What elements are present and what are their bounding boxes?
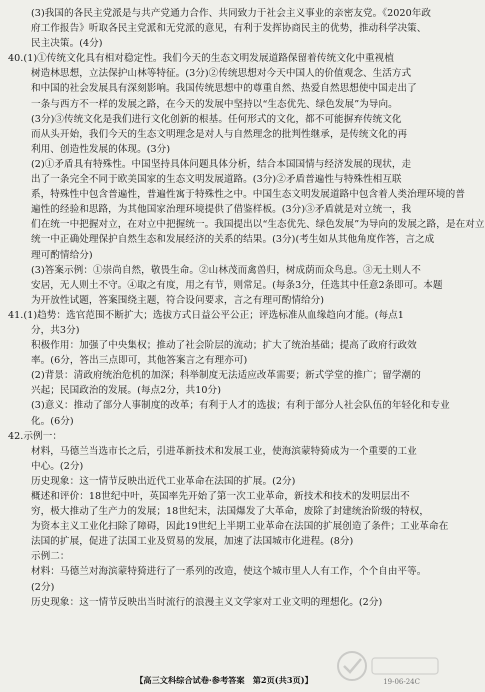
text-line: 概述和评价：18世纪中叶，英国率先开始了第一次工业革命，新技术和技术的发明层出不: [31, 491, 410, 502]
text-line: 出了一条完全不同于欧美国家的生态文明发展道路。(3分)②矛盾普遍性与特殊性相互联: [31, 174, 402, 186]
text-line: 系，特殊性中包含普遍性，普遍性寓于特殊性之中。中国生态文明发展道路中包含着人类治理环境的普: [31, 189, 465, 201]
text-line: 一条与西方不一样的发展之路，在今天的发展中坚持以“生态优先、绿色发展”为导向。: [31, 98, 398, 110]
text-line: (3)我国的各民主党派是与共产党通力合作、共同致力于社会主义事业的亲密友党。《2020年政: [31, 8, 432, 19]
text-line: 40.(1)①传统文化具有相对稳定性。我们今天的生态文明发展道路保留着传统文化中重视植: [8, 53, 394, 65]
text-line: 41.(1)趋势：选官范围不断扩大；选拔方式日益公平公正；评选标准从血缘趋向才能。(每点1: [8, 309, 404, 321]
text-line: (3)意义：推动了部分人事制度的改革；有利于人才的选拔；有利于部分人社会队伍的年轻化和专业: [31, 400, 450, 412]
text-line: 分，共3分): [31, 324, 80, 336]
text-line: 率。(6分，答出三点即可，其他答案言之有理亦可): [31, 355, 248, 367]
text-line: 理可酌情给分): [31, 249, 93, 261]
text-line: 示例二：: [31, 551, 70, 563]
text-line: 统一中正确处理保护自然生态和发展经济的关系的结果。(3分)(考生如从其他角度作答，言之成: [31, 234, 435, 246]
text-line: 历史现象：这一情节反映出当时流行的浪漫主义文学家对工业文明的理想化。(2分): [31, 596, 383, 608]
text-line: 和中国的社会发展具有深刻影响。我国传统思想中的尊重自然、热爱自然思想使中国走出了: [31, 83, 417, 95]
text-line: 42.示例一：: [8, 430, 62, 442]
text-line: 遍性的经验和思路，为其他国家治理环境提供了借鉴样板。(3分)③矛盾就是对立统一，我: [31, 204, 412, 216]
text-line: 树造林思想，立法保护山林等特征。(3分)②传统思想对今天中国人的价值观念、生活方式: [31, 68, 412, 80]
text-line: 为资本主义工业化扫除了障碍，因此19世纪上半期工业革命在法国的扩展创造了条件；工业革命在: [31, 521, 449, 533]
text-line: 穷，极大推动了生产力的发展；18世纪末，法国爆发了大革命，废除了封建统治阶级的特权，: [31, 506, 430, 518]
text-line: 利用、创造性发展的体现。(3分): [31, 143, 171, 155]
text-line: (3分)③传统文化是我们进行文化创新的根基。任何形式的文化，都不可能摒弃传统文化: [31, 113, 402, 125]
text-line: (2)①矛盾具有特殊性。中国坚持具体问题具体分析，结合本国国情与经济发展的现状，走: [31, 158, 412, 170]
text-line: 们在统一中把握对立，在对立中把握统一。我国提出以“生态优先、绿色发展”为导向的发展之路，是在对立: [31, 219, 485, 231]
text-line: (3)答案示例：①崇尚自然，敬畏生命。②山林茂而禽兽归，树成荫而众鸟息。③无土则人不: [31, 264, 421, 276]
text-line: 法国的扩展，促进了法国工业及贸易的发展，加速了法国城市化进程。(8分): [31, 536, 354, 548]
text-line: 民主决策。(4分): [31, 38, 103, 50]
answer-text-body: [8, 6, 485, 610]
text-line: 积极作用：加强了中央集权；推动了社会阶层的流动；扩大了统治基础；提高了政府行政效: [31, 340, 417, 352]
text-line: 兴起；民国政治的发展。(每点2分，共10分): [31, 385, 221, 397]
text-line: 为开放性试题，答案围绕主题，符合设问要求，言之有理可酌情给分): [31, 294, 325, 306]
text-line: 府工作报告》听取各民主党派和无党派的意见，有利于发挥协商民主的优势，推动科学决策、: [31, 23, 427, 35]
page-footer: 【高三文科综合试卷·参考答案 第2页(共3页)】: [135, 675, 313, 685]
text-line: 中心。(2分): [31, 460, 84, 472]
text-line: (2)背景：清政府统治危机的加深；科举制度无法适应改革需要；新式学堂的推广；留学潮的: [31, 370, 421, 382]
text-line: 历史现象：这一情节反映出近代工业革命在法国的扩展。(2分): [31, 475, 296, 487]
text-line: 化。(6分): [31, 415, 74, 427]
footer-code: 19-06-24C: [383, 678, 420, 686]
text-line: 材料：马德兰对海滨蒙特猗进行了一系列的改造，使这个城市里人人有工作，个个自由平等。: [31, 566, 427, 578]
text-line: 材料，马德兰当选市长之后，引进革新技术和发展工业，使海滨蒙特猗成为一个重要的工业: [31, 445, 417, 457]
text-line: (2分): [31, 581, 55, 593]
text-line: 安居，无人则土不守。④取之有度，用之有节，则常足。(每条3分，任选其中任意2条即可。本题: [31, 279, 443, 291]
text-line: 而从头开始，我们今天的生态文明理念是对人与自然理念的批判性继承，是传统文化的再: [31, 128, 408, 140]
